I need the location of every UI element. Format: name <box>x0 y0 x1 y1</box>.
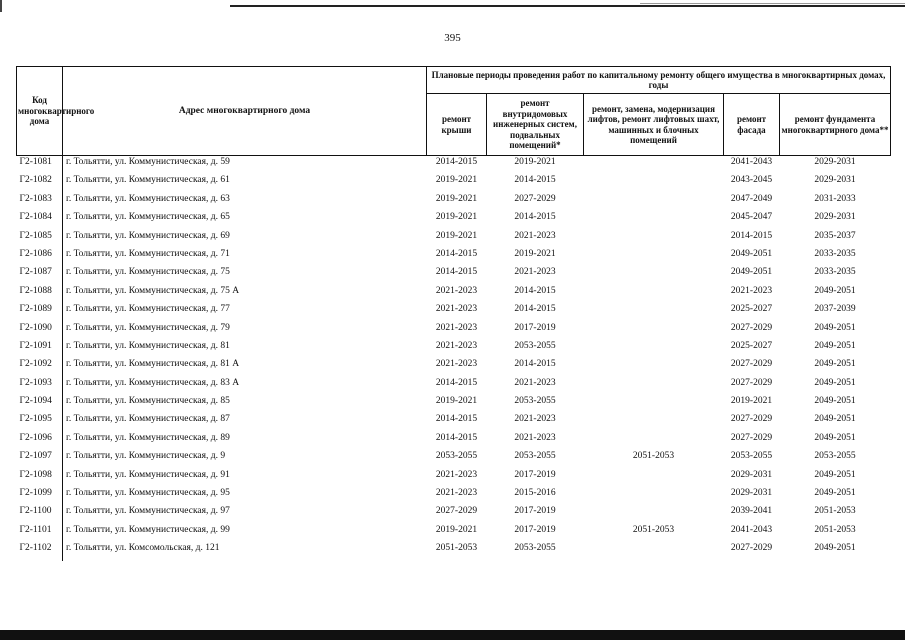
cell-code: Г2-1090 <box>17 322 63 340</box>
cell-foundation: 2049-2051 <box>814 377 856 388</box>
cell-systems: 2021-2023 <box>514 377 556 388</box>
cell-foundation: 2053-2055 <box>814 451 856 462</box>
cell-elevators <box>584 395 724 413</box>
cell-address: г. Тольятти, ул. Коммунистическая, д. 9 <box>66 451 226 462</box>
cell-foundation: 2049-2051 <box>814 432 856 443</box>
cell-facade: 2027-2029 <box>730 432 773 443</box>
cell-foundation: 2031-2033 <box>814 193 856 204</box>
cell-foundation: 2049-2051 <box>814 543 856 554</box>
cell-elevators <box>584 193 724 211</box>
cell-code: Г2-1098 <box>17 469 63 487</box>
cell-elevators <box>584 340 724 358</box>
header-facade: ремонт фасада <box>724 94 780 156</box>
header-code: Код многоквартирного дома <box>17 67 63 156</box>
table-row <box>17 230 891 248</box>
cell-address: г. Тольятти, ул. Комсомольская, д. 121 <box>66 543 220 554</box>
cell-code: Г2-1087 <box>17 266 63 284</box>
cell-roof: 2021-2023 <box>435 359 478 370</box>
cell-facade: 2025-2027 <box>730 340 773 351</box>
cell-facade: 2041-2043 <box>730 157 773 167</box>
cell-foundation: 2049-2051 <box>814 285 856 296</box>
cell-systems: 2017-2019 <box>514 322 556 333</box>
table-row <box>17 340 891 358</box>
cell-facade: 2025-2027 <box>730 304 773 315</box>
table-row <box>17 174 891 192</box>
cell-address: г. Тольятти, ул. Коммунистическая, д. 89 <box>66 432 230 443</box>
cell-systems: 2053-2055 <box>514 451 556 462</box>
table-row <box>17 248 891 266</box>
header-roof: ремонт крыши <box>427 94 487 156</box>
scan-corner-mark <box>0 0 2 12</box>
cell-systems: 2021-2023 <box>514 432 556 443</box>
cell-address: г. Тольятти, ул. Коммунистическая, д. 75 А <box>66 285 240 296</box>
cell-roof: 2014-2015 <box>435 248 478 259</box>
cell-roof: 2027-2029 <box>435 506 478 517</box>
cell-facade: 2027-2029 <box>730 322 773 333</box>
cell-facade: 2041-2043 <box>730 524 773 535</box>
table-row <box>17 303 891 321</box>
cell-code: Г2-1096 <box>17 432 63 450</box>
cell-systems: 2019-2021 <box>514 248 556 259</box>
cell-facade: 2027-2029 <box>730 543 773 554</box>
cell-systems: 2017-2019 <box>514 469 556 480</box>
table-row <box>17 266 891 284</box>
cell-elevators <box>584 432 724 450</box>
cell-roof: 2021-2023 <box>435 304 478 315</box>
cell-systems: 2017-2019 <box>514 524 556 535</box>
table-row <box>17 505 891 523</box>
cell-systems: 2027-2029 <box>514 193 556 204</box>
cell-foundation: 2049-2051 <box>814 469 856 480</box>
cell-systems: 2021-2023 <box>514 230 556 241</box>
cell-roof: 2021-2023 <box>435 340 478 351</box>
cell-code: Г2-1086 <box>17 248 63 266</box>
cell-code: Г2-1097 <box>17 450 63 468</box>
bottom-scan-edge <box>0 630 905 640</box>
cell-roof: 2014-2015 <box>435 432 478 443</box>
cell-facade: 2049-2051 <box>730 267 773 278</box>
table-row <box>17 322 891 340</box>
cell-systems: 2014-2015 <box>514 175 556 186</box>
cell-foundation: 2029-2031 <box>814 212 856 223</box>
cell-foundation: 2049-2051 <box>814 359 856 370</box>
cell-roof: 2014-2015 <box>435 157 478 167</box>
cell-code: Г2-1083 <box>17 193 63 211</box>
capital-repair-table <box>16 66 891 561</box>
cell-roof: 2051-2053 <box>435 543 478 554</box>
cell-code: Г2-1081 <box>17 156 63 175</box>
cell-facade: 2014-2015 <box>730 230 773 241</box>
cell-elevators <box>584 285 724 303</box>
cell-roof: 2019-2021 <box>435 230 478 241</box>
table-row <box>17 358 891 376</box>
cell-address: г. Тольятти, ул. Коммунистическая, д. 97 <box>66 506 230 517</box>
cell-systems: 2015-2016 <box>514 488 556 499</box>
cell-address: г. Тольятти, ул. Коммунистическая, д. 81 <box>66 340 230 351</box>
cell-address: г. Тольятти, ул. Коммунистическая, д. 79 <box>66 322 230 333</box>
cell-systems: 2019-2021 <box>514 157 556 167</box>
cell-elevators <box>584 469 724 487</box>
cell-roof: 2021-2023 <box>435 322 478 333</box>
cell-facade: 2029-2031 <box>730 488 773 499</box>
cell-elevators <box>584 303 724 321</box>
header-foundation: ремонт фундамента многоквартирного дома** <box>780 94 891 156</box>
cell-elevators <box>584 487 724 505</box>
table-row <box>17 487 891 505</box>
table-row <box>17 432 891 450</box>
cell-elevators <box>584 377 724 395</box>
cell-roof: 2021-2023 <box>435 285 478 296</box>
cell-code: Г2-1100 <box>17 505 63 523</box>
cell-roof: 2021-2023 <box>435 469 478 480</box>
header-systems: ремонт внутридомовых инженерных систем, подвальных помещений* <box>487 94 584 156</box>
cell-address: г. Тольятти, ул. Коммунистическая, д. 65 <box>66 212 230 223</box>
cell-facade: 2027-2029 <box>730 414 773 425</box>
cell-facade: 2029-2031 <box>730 469 773 480</box>
cell-foundation: 2035-2037 <box>814 230 856 241</box>
cell-elevators <box>584 505 724 523</box>
top-rule-thin <box>640 3 905 4</box>
table-row <box>17 156 891 175</box>
cell-address: г. Тольятти, ул. Коммунистическая, д. 71 <box>66 248 230 259</box>
cell-address: г. Тольятти, ул. Коммунистическая, д. 83 А <box>66 377 240 388</box>
cell-address: г. Тольятти, ул. Коммунистическая, д. 69 <box>66 230 230 241</box>
cell-address: г. Тольятти, ул. Коммунистическая, д. 59 <box>66 157 230 167</box>
cell-systems: 2053-2055 <box>514 543 556 554</box>
cell-code: Г2-1091 <box>17 340 63 358</box>
cell-code: Г2-1085 <box>17 230 63 248</box>
cell-facade: 2019-2021 <box>730 396 773 407</box>
cell-roof: 2021-2023 <box>435 488 478 499</box>
cell-address: г. Тольятти, ул. Коммунистическая, д. 63 <box>66 193 230 204</box>
table-row <box>17 524 891 542</box>
cell-address: г. Тольятти, ул. Коммунистическая, д. 91 <box>66 469 230 480</box>
cell-elevators <box>584 156 724 175</box>
cell-elevators: 2051-2053 <box>632 451 675 462</box>
cell-systems: 2053-2055 <box>514 340 556 351</box>
table-row <box>17 395 891 413</box>
cell-code: Г2-1082 <box>17 174 63 192</box>
cell-facade: 2045-2047 <box>730 212 773 223</box>
cell-foundation: 2049-2051 <box>814 414 856 425</box>
cell-facade: 2027-2029 <box>730 359 773 370</box>
cell-facade: 2053-2055 <box>730 451 773 462</box>
cell-facade: 2047-2049 <box>730 193 773 204</box>
cell-foundation: 2049-2051 <box>814 322 856 333</box>
table-row <box>17 377 891 395</box>
cell-systems: 2053-2055 <box>514 396 556 407</box>
cell-systems: 2014-2015 <box>514 285 556 296</box>
cell-address: г. Тольятти, ул. Коммунистическая, д. 77 <box>66 304 230 315</box>
cell-code: Г2-1094 <box>17 395 63 413</box>
cell-elevators <box>584 322 724 340</box>
table-row <box>17 285 891 303</box>
cell-address: г. Тольятти, ул. Коммунистическая, д. 61 <box>66 175 230 186</box>
cell-elevators <box>584 358 724 376</box>
cell-systems: 2014-2015 <box>514 359 556 370</box>
cell-code: Г2-1084 <box>17 211 63 229</box>
cell-facade: 2021-2023 <box>730 285 773 296</box>
cell-code: Г2-1099 <box>17 487 63 505</box>
cell-elevators <box>584 230 724 248</box>
cell-code: Г2-1089 <box>17 303 63 321</box>
cell-roof: 2019-2021 <box>435 396 478 407</box>
cell-elevators <box>584 413 724 431</box>
cell-address: г. Тольятти, ул. Коммунистическая, д. 81 А <box>66 359 240 370</box>
cell-systems: 2021-2023 <box>514 267 556 278</box>
cell-roof: 2053-2055 <box>435 451 478 462</box>
table-row <box>17 542 891 560</box>
cell-address: г. Тольятти, ул. Коммунистическая, д. 99 <box>66 524 230 535</box>
top-rule <box>230 5 905 7</box>
cell-foundation: 2051-2053 <box>814 506 856 517</box>
cell-facade: 2039-2041 <box>730 506 773 517</box>
cell-elevators <box>584 211 724 229</box>
cell-foundation: 2049-2051 <box>814 340 856 351</box>
cell-elevators <box>584 174 724 192</box>
cell-foundation: 2033-2035 <box>814 267 856 278</box>
cell-roof: 2019-2021 <box>435 524 478 535</box>
cell-roof: 2019-2021 <box>435 175 478 186</box>
cell-foundation: 2029-2031 <box>814 157 856 167</box>
cell-foundation: 2029-2031 <box>814 175 856 186</box>
table-body <box>17 156 891 561</box>
cell-address: г. Тольятти, ул. Коммунистическая, д. 87 <box>66 414 230 425</box>
cell-code: Г2-1101 <box>17 524 63 542</box>
cell-systems: 2014-2015 <box>514 304 556 315</box>
cell-code: Г2-1088 <box>17 285 63 303</box>
cell-elevators <box>584 266 724 284</box>
cell-roof: 2014-2015 <box>435 377 478 388</box>
table-row <box>17 211 891 229</box>
cell-systems: 2014-2015 <box>514 212 556 223</box>
cell-foundation: 2037-2039 <box>814 304 856 315</box>
cell-facade: 2049-2051 <box>730 248 773 259</box>
cell-code: Г2-1093 <box>17 377 63 395</box>
cell-address: г. Тольятти, ул. Коммунистическая, д. 85 <box>66 396 230 407</box>
cell-roof: 2019-2021 <box>435 212 478 223</box>
cell-foundation: 2049-2051 <box>814 488 856 499</box>
cell-address: г. Тольятти, ул. Коммунистическая, д. 75 <box>66 267 230 278</box>
cell-code: Г2-1102 <box>17 542 63 560</box>
cell-roof: 2019-2021 <box>435 193 478 204</box>
table-row <box>17 469 891 487</box>
cell-systems: 2017-2019 <box>514 506 556 517</box>
table-row <box>17 193 891 211</box>
cell-elevators <box>584 248 724 266</box>
header-periods: Плановые периоды проведения работ по капитальному ремонту общего имущества в многоквартирных домах, годы <box>427 67 891 94</box>
cell-code: Г2-1095 <box>17 413 63 431</box>
cell-systems: 2021-2023 <box>514 414 556 425</box>
cell-foundation: 2049-2051 <box>814 396 856 407</box>
cell-elevators: 2051-2053 <box>632 524 675 535</box>
cell-code: Г2-1092 <box>17 358 63 376</box>
table-row <box>17 413 891 431</box>
cell-foundation: 2033-2035 <box>814 248 856 259</box>
cell-address: г. Тольятти, ул. Коммунистическая, д. 95 <box>66 488 230 499</box>
cell-roof: 2014-2015 <box>435 267 478 278</box>
cell-roof: 2014-2015 <box>435 414 478 425</box>
table-row <box>17 450 891 468</box>
header-address: Адрес многоквартирного дома <box>63 67 427 156</box>
cell-facade: 2043-2045 <box>730 175 773 186</box>
cell-elevators <box>584 542 724 560</box>
header-elevators: ремонт, замена, модернизация лифтов, ремонт лифтовых шахт, машинных и блочных помещений <box>584 94 724 156</box>
cell-facade: 2027-2029 <box>730 377 773 388</box>
page-number: 395 <box>444 32 461 44</box>
cell-foundation: 2051-2053 <box>814 524 856 535</box>
